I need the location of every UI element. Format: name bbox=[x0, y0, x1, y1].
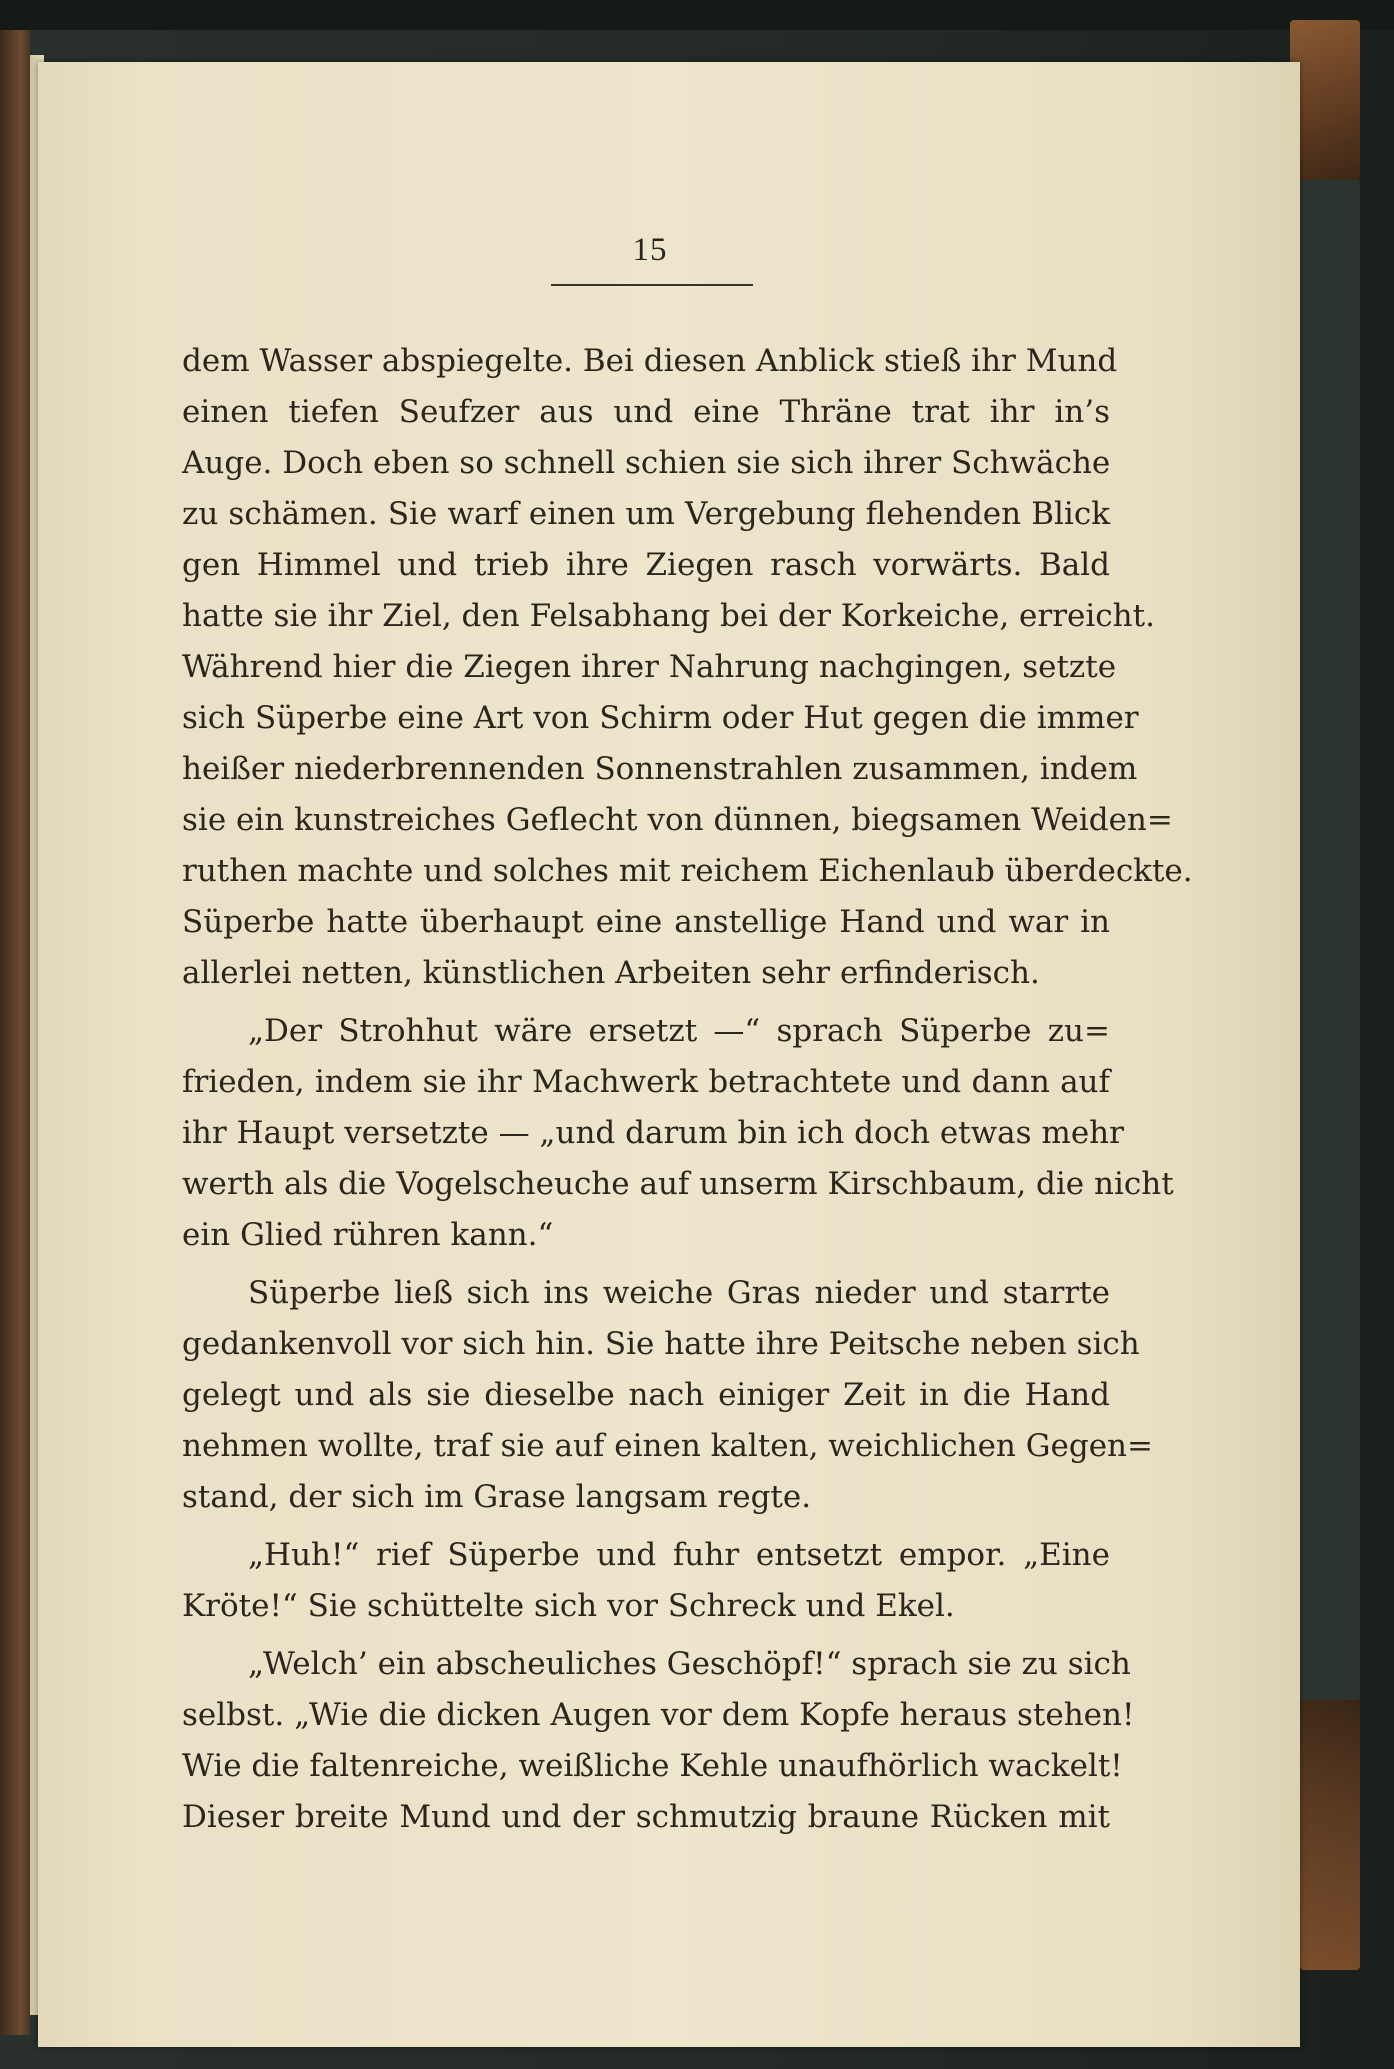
text-line: „Huh!“ rief Süperbe und fuhr entsetzt empor. „Eine bbox=[248, 1537, 1110, 1573]
leather-corner-bottom bbox=[1300, 1700, 1360, 1970]
paragraph-gap bbox=[182, 1523, 1110, 1530]
page-number-rule bbox=[551, 284, 753, 286]
book-spine-leather bbox=[0, 30, 30, 2035]
text-line: nehmen wollte, traf sie auf einen kalten, weichlichen Gegen= bbox=[182, 1428, 1153, 1464]
text-line: „Welch’ ein abscheuliches Geschöpf!“ sprach sie zu sich bbox=[248, 1646, 1131, 1682]
text-line: werth als die Vogelscheuche auf unserm Kirschbaum, die nicht bbox=[182, 1166, 1174, 1202]
book-top-edge bbox=[0, 0, 1394, 30]
text-line: allerlei netten, künstlichen Arbeiten sehr erfinderisch. bbox=[182, 955, 1040, 991]
text-line: stand, der sich im Grase langsam regte. bbox=[182, 1479, 812, 1515]
text-line: gen Himmel und trieb ihre Ziegen rasch vorwärts. Bald bbox=[182, 547, 1110, 583]
text-line: dem Wasser abspiegelte. Bei diesen Anblick stieß ihr Mund bbox=[182, 343, 1118, 379]
paragraph bbox=[182, 1268, 1153, 1523]
text-line: sich Süperbe eine Art von Schirm oder Hut gegen die immer bbox=[182, 700, 1139, 736]
paragraph bbox=[182, 336, 1193, 999]
text-line: Dieser breite Mund und der schmutzig braune Rücken mit bbox=[182, 1799, 1110, 1835]
page-number: 15 bbox=[632, 232, 668, 268]
text-line: gelegt und als sie dieselbe nach einiger Zeit in die Hand bbox=[182, 1377, 1110, 1413]
text-line: ihr Haupt versetzte — „und darum bin ich doch etwas mehr bbox=[182, 1115, 1124, 1151]
text-line: Süperbe hatte überhaupt eine anstellige Hand und war in bbox=[182, 904, 1110, 940]
text-line: heißer niederbrennenden Sonnenstrahlen zusammen, indem bbox=[182, 751, 1138, 787]
paragraph bbox=[182, 1530, 1110, 1632]
paragraph-gap bbox=[182, 1632, 1110, 1639]
text-line: einen tiefen Seufzer aus und eine Thräne trat ihr in’s bbox=[182, 394, 1110, 430]
text-line: Während hier die Ziegen ihrer Nahrung nachgingen, setzte bbox=[182, 649, 1117, 685]
paragraph-gap bbox=[182, 999, 1110, 1006]
text-line: gedankenvoll vor sich hin. Sie hatte ihre Peitsche neben sich bbox=[182, 1326, 1140, 1362]
text-line: ruthen machte und solches mit reichem Eichenlaub überdeckte. bbox=[182, 853, 1193, 889]
text-line: ein Glied rühren kann.“ bbox=[182, 1217, 554, 1253]
paragraph-gap bbox=[182, 1261, 1110, 1268]
text-line: Kröte!“ Sie schüttelte sich vor Schreck und Ekel. bbox=[182, 1588, 955, 1624]
text-line: hatte sie ihr Ziel, den Felsabhang bei der Korkeiche, erreicht. bbox=[182, 598, 1155, 634]
text-line: Wie die faltenreiche, weißliche Kehle unaufhörlich wackelt! bbox=[182, 1748, 1123, 1784]
text-line: selbst. „Wie die dicken Augen vor dem Kopfe heraus stehen! bbox=[182, 1697, 1135, 1733]
text-line: sie ein kunstreiches Geflecht von dünnen, biegsamen Weiden= bbox=[182, 802, 1173, 838]
paragraph bbox=[182, 1006, 1174, 1261]
text-line: „Der Strohhut wäre ersetzt —“ sprach Süperbe zu= bbox=[248, 1013, 1110, 1049]
body-text bbox=[182, 336, 1193, 1843]
text-line: frieden, indem sie ihr Machwerk betrachtete und dann auf bbox=[182, 1064, 1110, 1100]
text-line: Süperbe ließ sich ins weiche Gras nieder und starrte bbox=[248, 1275, 1110, 1311]
paragraph bbox=[182, 1639, 1135, 1843]
leather-corner-top bbox=[1290, 20, 1360, 180]
book-cover-cloth bbox=[1300, 180, 1360, 1700]
text-line: Auge. Doch eben so schnell schien sie sich ihrer Schwäche bbox=[182, 445, 1111, 481]
text-line: zu schämen. Sie warf einen um Vergebung flehenden Blick bbox=[182, 496, 1110, 532]
